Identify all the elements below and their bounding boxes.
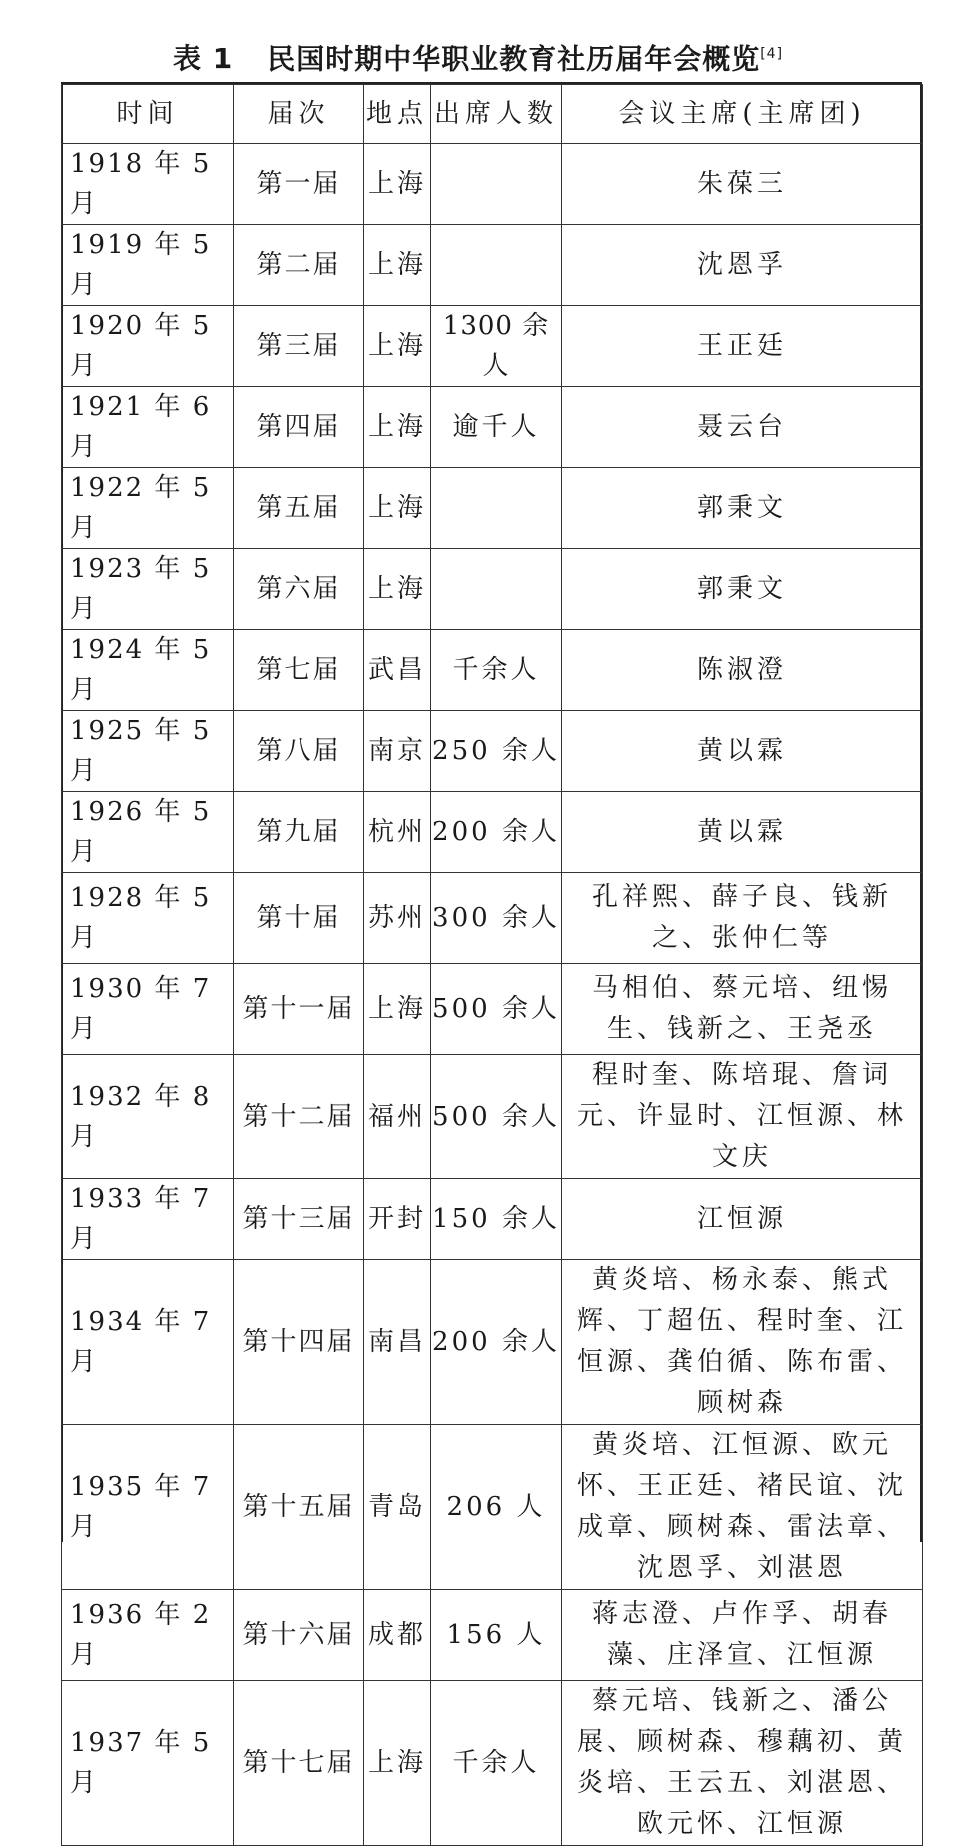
header-place: 地点 xyxy=(364,85,431,144)
cell-place: 上海 xyxy=(364,225,431,306)
cell-time: 1921 年 6 月 xyxy=(62,387,234,468)
cell-attendance xyxy=(431,225,562,306)
cell-session: 第一届 xyxy=(234,144,364,225)
cell-session: 第五届 xyxy=(234,468,364,549)
cell-chair: 黄炎培、杨永泰、熊式辉、丁超伍、程时奎、江恒源、龚伯循、陈布雷、顾树森 xyxy=(562,1260,923,1425)
cell-session: 第七届 xyxy=(234,630,364,711)
reference-mark: [4] xyxy=(760,46,784,62)
cell-session: 第十届 xyxy=(234,873,364,964)
table-title xyxy=(0,30,956,78)
cell-chair: 蔡元培、钱新之、潘公展、顾树森、穆藕初、黄炎培、王云五、刘湛恩、欧元怀、江恒源 xyxy=(562,1681,923,1846)
cell-time: 1919 年 5 月 xyxy=(62,225,234,306)
cell-attendance xyxy=(431,468,562,549)
cell-chair: 黄以霖 xyxy=(562,792,923,873)
cell-place: 上海 xyxy=(364,144,431,225)
cell-attendance: 500 余人 xyxy=(431,1055,562,1179)
table-row xyxy=(62,1260,923,1425)
cell-time: 1923 年 5 月 xyxy=(62,549,234,630)
cell-chair: 黄炎培、江恒源、欧元怀、王正廷、褚民谊、沈成章、顾树森、雷法章、沈恩孚、刘湛恩 xyxy=(562,1425,923,1590)
table-title-text: 民国时期中华职业教育社历届年会概览 xyxy=(267,42,761,76)
cell-session: 第十六届 xyxy=(234,1590,364,1681)
cell-place: 上海 xyxy=(364,549,431,630)
cell-chair: 沈恩孚 xyxy=(562,225,923,306)
cell-attendance xyxy=(431,549,562,630)
table-row xyxy=(62,964,923,1055)
cell-chair: 马相伯、蔡元培、纽惕生、钱新之、王尧丞 xyxy=(562,964,923,1055)
cell-time: 1922 年 5 月 xyxy=(62,468,234,549)
cell-place: 上海 xyxy=(364,468,431,549)
table-row xyxy=(62,1590,923,1681)
cell-session: 第十三届 xyxy=(234,1179,364,1260)
cell-session: 第二届 xyxy=(234,225,364,306)
cell-attendance: 156 人 xyxy=(431,1590,562,1681)
cell-time: 1936 年 2 月 xyxy=(62,1590,234,1681)
table-row xyxy=(62,873,923,964)
cell-time: 1930 年 7 月 xyxy=(62,964,234,1055)
cell-session: 第十二届 xyxy=(234,1055,364,1179)
cell-place: 青岛 xyxy=(364,1425,431,1590)
cell-attendance: 150 余人 xyxy=(431,1179,562,1260)
cell-chair: 程时奎、陈培琨、詹词元、许显时、江恒源、林文庆 xyxy=(562,1055,923,1179)
table-row xyxy=(62,144,923,225)
cell-session: 第八届 xyxy=(234,711,364,792)
cell-attendance: 千余人 xyxy=(431,1681,562,1846)
cell-chair: 郭秉文 xyxy=(562,468,923,549)
cell-attendance: 206 人 xyxy=(431,1425,562,1590)
cell-session: 第十五届 xyxy=(234,1425,364,1590)
cell-session: 第十七届 xyxy=(234,1681,364,1846)
cell-place: 杭州 xyxy=(364,792,431,873)
table-row xyxy=(62,1055,923,1179)
cell-place: 苏州 xyxy=(364,873,431,964)
table-row xyxy=(62,1681,923,1846)
table-row xyxy=(62,225,923,306)
annual-meetings-table xyxy=(61,84,923,1846)
cell-time: 1937 年 5 月 xyxy=(62,1681,234,1846)
cell-chair: 聂云台 xyxy=(562,387,923,468)
table-row xyxy=(62,630,923,711)
cell-place: 福州 xyxy=(364,1055,431,1179)
cell-time: 1926 年 5 月 xyxy=(62,792,234,873)
cell-time: 1918 年 5 月 xyxy=(62,144,234,225)
cell-session: 第六届 xyxy=(234,549,364,630)
header-attendance: 出席人数 xyxy=(431,85,562,144)
cell-attendance: 300 余人 xyxy=(431,873,562,964)
cell-chair: 郭秉文 xyxy=(562,549,923,630)
cell-place: 上海 xyxy=(364,1681,431,1846)
cell-time: 1925 年 5 月 xyxy=(62,711,234,792)
cell-place: 开封 xyxy=(364,1179,431,1260)
cell-time: 1932 年 8 月 xyxy=(62,1055,234,1179)
cell-chair: 陈淑澄 xyxy=(562,630,923,711)
cell-attendance: 500 余人 xyxy=(431,964,562,1055)
cell-place: 南京 xyxy=(364,711,431,792)
cell-session: 第十一届 xyxy=(234,964,364,1055)
table-row xyxy=(62,1179,923,1260)
cell-attendance: 250 余人 xyxy=(431,711,562,792)
cell-chair: 孔祥熙、薛子良、钱新之、张仲仁等 xyxy=(562,873,923,964)
cell-attendance: 200 余人 xyxy=(431,1260,562,1425)
header-time: 时间 xyxy=(62,85,234,144)
cell-attendance xyxy=(431,144,562,225)
cell-place: 南昌 xyxy=(364,1260,431,1425)
cell-chair: 王正廷 xyxy=(562,306,923,387)
cell-time: 1928 年 5 月 xyxy=(62,873,234,964)
cell-time: 1935 年 7 月 xyxy=(62,1425,234,1590)
cell-attendance: 200 余人 xyxy=(431,792,562,873)
cell-time: 1920 年 5 月 xyxy=(62,306,234,387)
table-row xyxy=(62,711,923,792)
cell-attendance: 千余人 xyxy=(431,630,562,711)
cell-chair: 蒋志澄、卢作孚、胡春藻、庄泽宣、江恒源 xyxy=(562,1590,923,1681)
cell-time: 1924 年 5 月 xyxy=(62,630,234,711)
cell-session: 第四届 xyxy=(234,387,364,468)
cell-place: 成都 xyxy=(364,1590,431,1681)
cell-attendance: 1300 余人 xyxy=(431,306,562,387)
cell-time: 1934 年 7 月 xyxy=(62,1260,234,1425)
cell-place: 上海 xyxy=(364,306,431,387)
cell-attendance: 逾千人 xyxy=(431,387,562,468)
header-chair: 会议主席(主席团) xyxy=(562,85,923,144)
table-row xyxy=(62,549,923,630)
cell-place: 上海 xyxy=(364,964,431,1055)
cell-place: 上海 xyxy=(364,387,431,468)
cell-chair: 江恒源 xyxy=(562,1179,923,1260)
table-row xyxy=(62,1425,923,1590)
cell-session: 第九届 xyxy=(234,792,364,873)
table-number: 表 1 xyxy=(172,42,234,76)
cell-session: 第十四届 xyxy=(234,1260,364,1425)
table-row xyxy=(62,792,923,873)
header-session: 届次 xyxy=(234,85,364,144)
cell-chair: 朱葆三 xyxy=(562,144,923,225)
cell-chair: 黄以霖 xyxy=(562,711,923,792)
table-row xyxy=(62,468,923,549)
cell-session: 第三届 xyxy=(234,306,364,387)
table-row xyxy=(62,387,923,468)
cell-place: 武昌 xyxy=(364,630,431,711)
cell-time: 1933 年 7 月 xyxy=(62,1179,234,1260)
table-row xyxy=(62,306,923,387)
header-row xyxy=(62,85,923,144)
